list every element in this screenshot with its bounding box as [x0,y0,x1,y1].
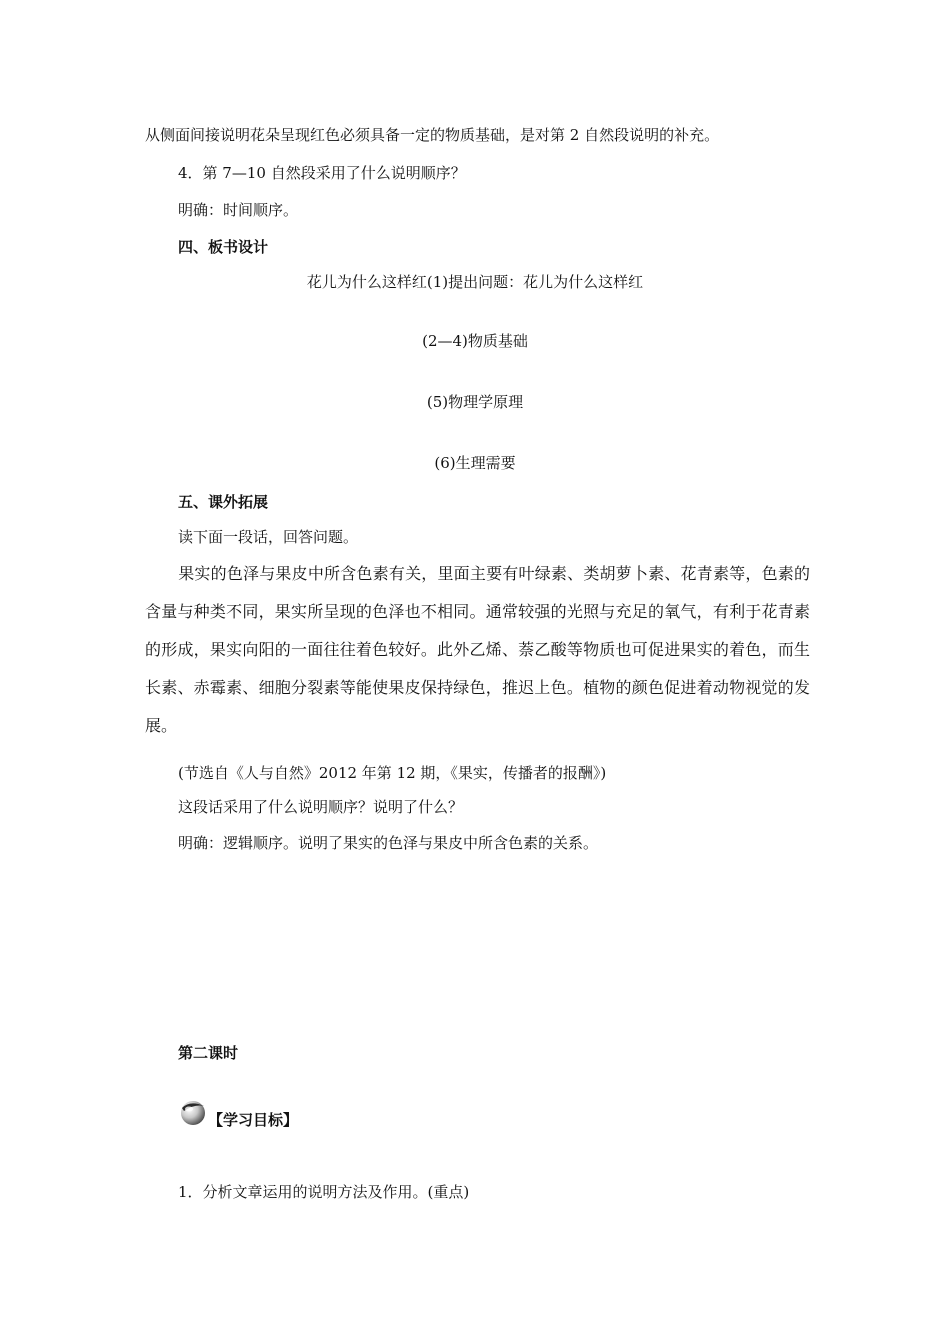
question-4-answer: 明确：时间顺序。 [178,201,299,219]
exercise-answer: 明确：逻辑顺序。说明了果实的色泽与果皮中所含色素的关系。 [178,834,599,852]
board-line-4: (6)生理需要 [434,454,516,472]
source-citation: (节选自《人与自然》2012 年第 12 期，《果实，传播者的报酬》) [178,764,607,782]
passage-text: 果实的色泽与果皮中所含色素有关，里面主要有叶绿素、类胡萝卜素、花青素等，色素的含量与种类不同，果实所呈现的色泽也不相同。通常较强的光照与充足的氧气，有利于花青素的形成，果实向阳的一面往往着色较好。此外乙烯、萘乙酸等物质也可促进果实的着色，而生长素、赤霉素、细胞分裂素等能使果皮保持绿色，推迟上色。植物的颜色促进着动物视觉的发展。 [145,564,810,735]
section-5-title: 五、课外拓展 [178,493,269,511]
lesson-2-title: 第二课时 [178,1044,239,1062]
passage [145,555,810,745]
board-line-3: (5)物理学原理 [426,393,524,411]
objectives-title: 【学习目标】 [208,1111,299,1129]
objective-1: 1．分析文章运用的说明方法及作用。(重点) [178,1183,470,1201]
board-line-2: (2—4)物质基础 [422,332,528,350]
board-line-1: 花儿为什么这样红(1)提出问题：花儿为什么这样红 [306,273,644,291]
section-4-title: 四、板书设计 [178,238,269,256]
exercise-question: 这段话采用了什么说明顺序？说明了什么？ [178,798,464,816]
sphere-bullet-icon [178,1098,208,1126]
question-4: 4．第 7—10 自然段采用了什么说明顺序？ [178,164,466,182]
top-line: 从侧面间接说明花朵呈现红色必须具备一定的物质基础，是对第 2 自然段说明的补充。 [145,126,720,144]
read-prompt: 读下面一段话，回答问题。 [178,528,359,546]
